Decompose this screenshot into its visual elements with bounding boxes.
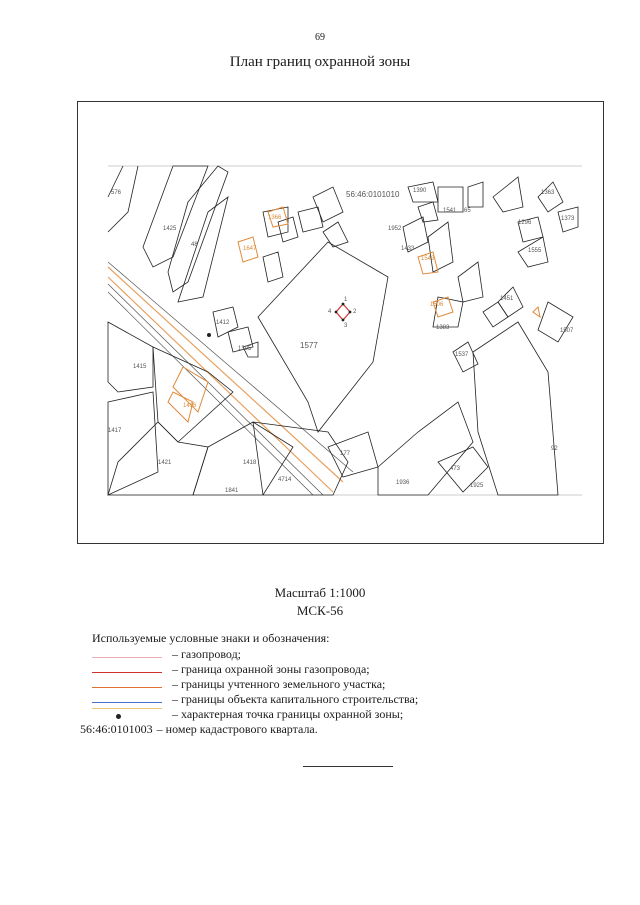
protection-zone bbox=[328, 297, 357, 329]
parcel-label: 1543 bbox=[421, 256, 435, 262]
parcel-label: 1366 bbox=[268, 215, 282, 221]
parcel-label: 4714 bbox=[278, 477, 292, 483]
parcel-label: 1415 bbox=[133, 364, 147, 370]
zone-point-3: 3 bbox=[344, 323, 348, 329]
legend-item-gas-pipeline: – газопровод; bbox=[92, 647, 572, 662]
parcel-label: 576 bbox=[111, 190, 122, 196]
zone-point-1: 1 bbox=[344, 297, 348, 303]
zone-boundary-line-icon bbox=[92, 662, 162, 677]
map-frame bbox=[77, 101, 604, 544]
parcel-label: 65 bbox=[464, 208, 471, 214]
parcel-label: 1418 bbox=[243, 460, 257, 466]
cadastral-map bbox=[78, 102, 603, 543]
parcel-label: 1507 bbox=[560, 328, 574, 334]
map-scale: Масштаб 1:1000 bbox=[274, 585, 366, 600]
legend-heading: Используемые условные знаки и обозначения: bbox=[92, 631, 330, 645]
scale-block bbox=[0, 584, 640, 620]
parcel-label: 1841 bbox=[225, 488, 239, 494]
parcel-label: 1936 bbox=[396, 480, 410, 486]
quarter-code: 56:46:0101003 bbox=[80, 722, 153, 736]
parcel-label: 1421 bbox=[158, 460, 172, 466]
parcel-label: 1925 bbox=[470, 483, 484, 489]
parcel-label: 1541 bbox=[443, 208, 457, 214]
legend-item-zone-boundary: – граница охранной зоны газопровода; bbox=[92, 662, 572, 677]
legend bbox=[80, 631, 572, 737]
parcel-label: 1537 bbox=[455, 352, 469, 358]
parcel-label: 177 bbox=[340, 451, 351, 457]
parcel-label: 1395 bbox=[238, 346, 252, 352]
parcel-label: 1296 bbox=[518, 220, 532, 226]
parcel-label: 1555 bbox=[528, 248, 542, 254]
parcel-label: 1425 bbox=[163, 226, 177, 232]
parcel-label: 92 bbox=[551, 446, 558, 452]
cadastral-quarter-label: 56:46:0101010 bbox=[346, 190, 400, 199]
marker-point bbox=[207, 333, 211, 337]
parcel-label: 1416 bbox=[183, 403, 197, 409]
parcel-label: 1952 bbox=[388, 226, 402, 232]
parcel-label: 1433 bbox=[401, 246, 415, 252]
parcel-outlines bbox=[108, 166, 578, 495]
parcel-label: 1506 bbox=[430, 302, 444, 308]
legend-item-parcel-boundary: – границы учтенного земельного участка; bbox=[92, 677, 572, 692]
parcel-label: 1647 bbox=[243, 246, 257, 252]
quarter-text: – номер кадастрового квартала. bbox=[156, 722, 318, 736]
gas-pipeline-line-icon bbox=[92, 647, 162, 662]
parcel-label: 1417 bbox=[108, 428, 122, 434]
parcel-label: 1390 bbox=[413, 188, 427, 194]
legend-item-building-boundary: – границы объекта капитального строительства; bbox=[92, 692, 572, 707]
building-boundary-line-icon bbox=[92, 692, 162, 707]
parcel-label: 473 bbox=[450, 466, 461, 472]
parcel-label: 48 bbox=[191, 242, 198, 248]
parcel-label: 1577 bbox=[300, 341, 318, 350]
parcel-label: 1373 bbox=[561, 216, 575, 222]
coordinate-system: МСК-56 bbox=[296, 603, 344, 618]
zone-point-4: 4 bbox=[328, 309, 332, 315]
parcel-boundary-line-icon bbox=[92, 677, 162, 692]
legend-item-quarter bbox=[80, 722, 572, 737]
parcel-label: 1412 bbox=[216, 320, 230, 326]
page-title: План границ охранной зоны bbox=[229, 54, 411, 70]
legend-item-characteristic-point: – характерная точка границы охранной зоны; bbox=[92, 707, 572, 722]
parcel-label: 1383 bbox=[436, 325, 450, 331]
zone-point-2: 2 bbox=[353, 309, 357, 315]
road-orange-lines bbox=[108, 262, 353, 495]
page-number: 69 bbox=[315, 32, 325, 43]
characteristic-point-icon bbox=[92, 707, 162, 722]
signature-line bbox=[303, 766, 393, 767]
parcel-label: 1451 bbox=[500, 296, 514, 302]
parcel-label: 1363 bbox=[541, 190, 555, 196]
